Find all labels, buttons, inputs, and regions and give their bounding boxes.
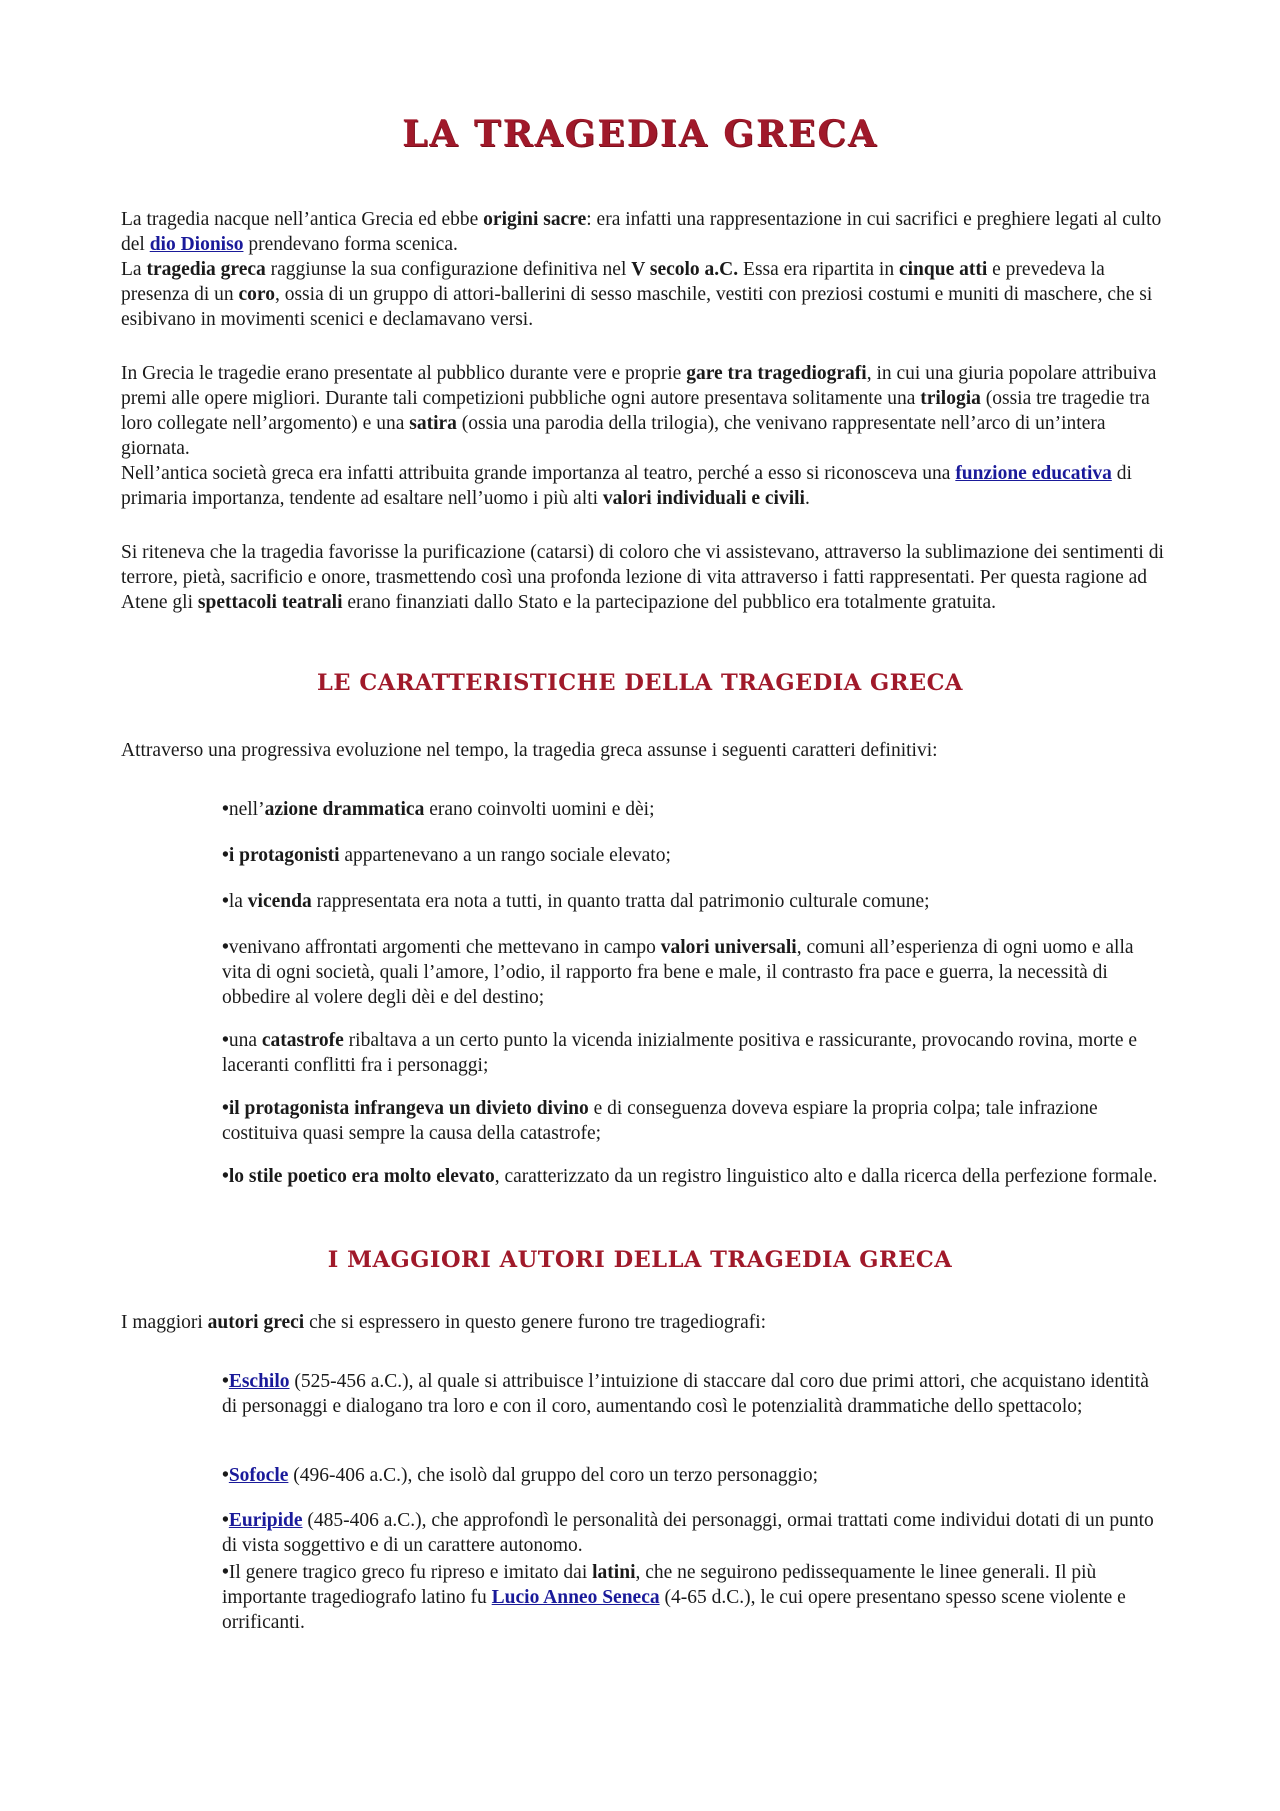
caratteristiche-intro: Attraverso una progressiva evoluzione nel tempo, la tragedia greca assunse i seguenti caratteri definitivi: [121, 740, 938, 761]
list-item: •venivano affrontati argomenti che mettevano in campo valori universali, comuni all’esperienza di ogni uomo e alla vita di ogni società, quali l’amore, l’odio, il rapporto fra bene e male, il contrasto fra pace e guerra, la necessità di obbedire al volere degli dèi e del destino; [222, 937, 1134, 1008]
list-item: •nell’azione drammatica erano coinvolti uomini e dèi; [222, 799, 655, 820]
list-item: •Sofocle (496-406 a.C.), che isolò dal gruppo del coro un terzo personaggio; [222, 1465, 819, 1486]
section-heading-caratteristiche: LE CARATTERISTICHE DELLA TRAGEDIA GRECA [317, 670, 963, 696]
catharsis-paragraph: Si riteneva che la tragedia favorisse la purificazione (catarsi) di coloro che vi assistevano, attraverso la sublimazione dei sentimenti di terrore, pietà, sacrificio e onore, trasmettendo così una profonda lezione di vita attraverso i fatti rappresentati. Per questa ragione ad Atene gli spettacoli teatrali erano finanziati dallo Stato e la partecipazione del pubblico era totalmente gratuita. [121, 542, 1164, 613]
list-item: •Il genere tragico greco fu ripreso e imitato dai latini, che ne seguirono pedissequamente le linee generali. Il più importante tragediografo latino fu Lucio Anneo Seneca (4-65 d.C.), le cui opere presentano spesso scene violente e orrificanti. [222, 1562, 1126, 1633]
list-item: •il protagonista infrangeva un divieto divino e di conseguenza doveva espiare la propria colpa; tale infrazione costituiva quasi sempre la causa della catastrofe; [222, 1098, 1098, 1144]
list-item: •la vicenda rappresentata era nota a tutti, in quanto tratta dal patrimonio culturale comune; [222, 891, 930, 912]
sofocle-link[interactable]: Sofocle [228, 1465, 289, 1486]
funzione-educativa-link[interactable]: funzione educativa [955, 463, 1112, 484]
list-item: •una catastrofe ribaltava a un certo punto la vicenda inizialmente positiva e rassicurante, provocando rovina, morte e laceranti conflitti fra i personaggi; [222, 1030, 1138, 1076]
euripide-link[interactable]: Euripide [228, 1510, 303, 1531]
intro-paragraph: La tragedia nacque nell’antica Grecia ed ebbe origini sacre: era infatti una rappresentazione in cui sacrifici e preghiere legati al culto del dio Dioniso prendevano forma scenica. La tragedia greca raggiunse la sua configurazione definitiva nel V secolo a.C. Essa era ripartita in cinque atti e prevedeva la presenza di un coro, ossia di un gruppo di attori-ballerini di sesso maschile, vestiti con preziosi costumi e muniti di maschere, che si esibivano in movimenti scenici e declamavano versi. [121, 209, 1162, 330]
list-item: •lo stile poetico era molto elevato, caratterizzato da un registro linguistico alto e dalla ricerca della perfezione formale. [222, 1166, 1158, 1187]
dio-dioniso-link[interactable]: dio Dioniso [149, 234, 244, 255]
list-item: •i protagonisti appartenevano a un rango sociale elevato; [222, 845, 671, 866]
page-title: LA TRAGEDIA GRECA [402, 113, 878, 155]
competitions-paragraph: In Grecia le tragedie erano presentate al pubblico durante vere e proprie gare tra tragediografi, in cui una giuria popolare attribuiva premi alle opere migliori. Durante tali competizioni pubbliche ogni autore presentava solitamente una trilogia (ossia tre tragedie tra loro collegate nell’argomento) e una satira (ossia una parodia della trilogia), che venivano rappresentate nell’arco di un’intera giornata. Nell’antica società greca era infatti attribuita grande importanza al teatro, perché a esso si riconosceva una funzione educativa di primaria importanza, tendente ad esaltare nell’uomo i più alti valori individuali e civili. [121, 363, 1157, 509]
list-item: •Euripide (485-406 a.C.), che approfondì le personalità dei personaggi, ormai trattati come individui dotati di un punto di vista soggettivo e di un carattere autonomo. [222, 1510, 1154, 1556]
seneca-link[interactable]: Lucio Anneo Seneca [491, 1587, 660, 1608]
section-heading-autori: I MAGGIORI AUTORI DELLA TRAGEDIA GRECA [327, 1247, 953, 1273]
autori-intro: I maggiori autori greci che si espressero in questo genere furono tre tragediografi: [121, 1312, 767, 1333]
list-item: •Eschilo (525-456 a.C.), al quale si attribuisce l’intuizione di staccare dal coro due primi attori, che acquistano identità di personaggi e dialogano tra loro e con il coro, aumentando così le potenzialità drammatiche dello spettacolo; [222, 1371, 1149, 1417]
eschilo-link[interactable]: Eschilo [228, 1371, 290, 1392]
